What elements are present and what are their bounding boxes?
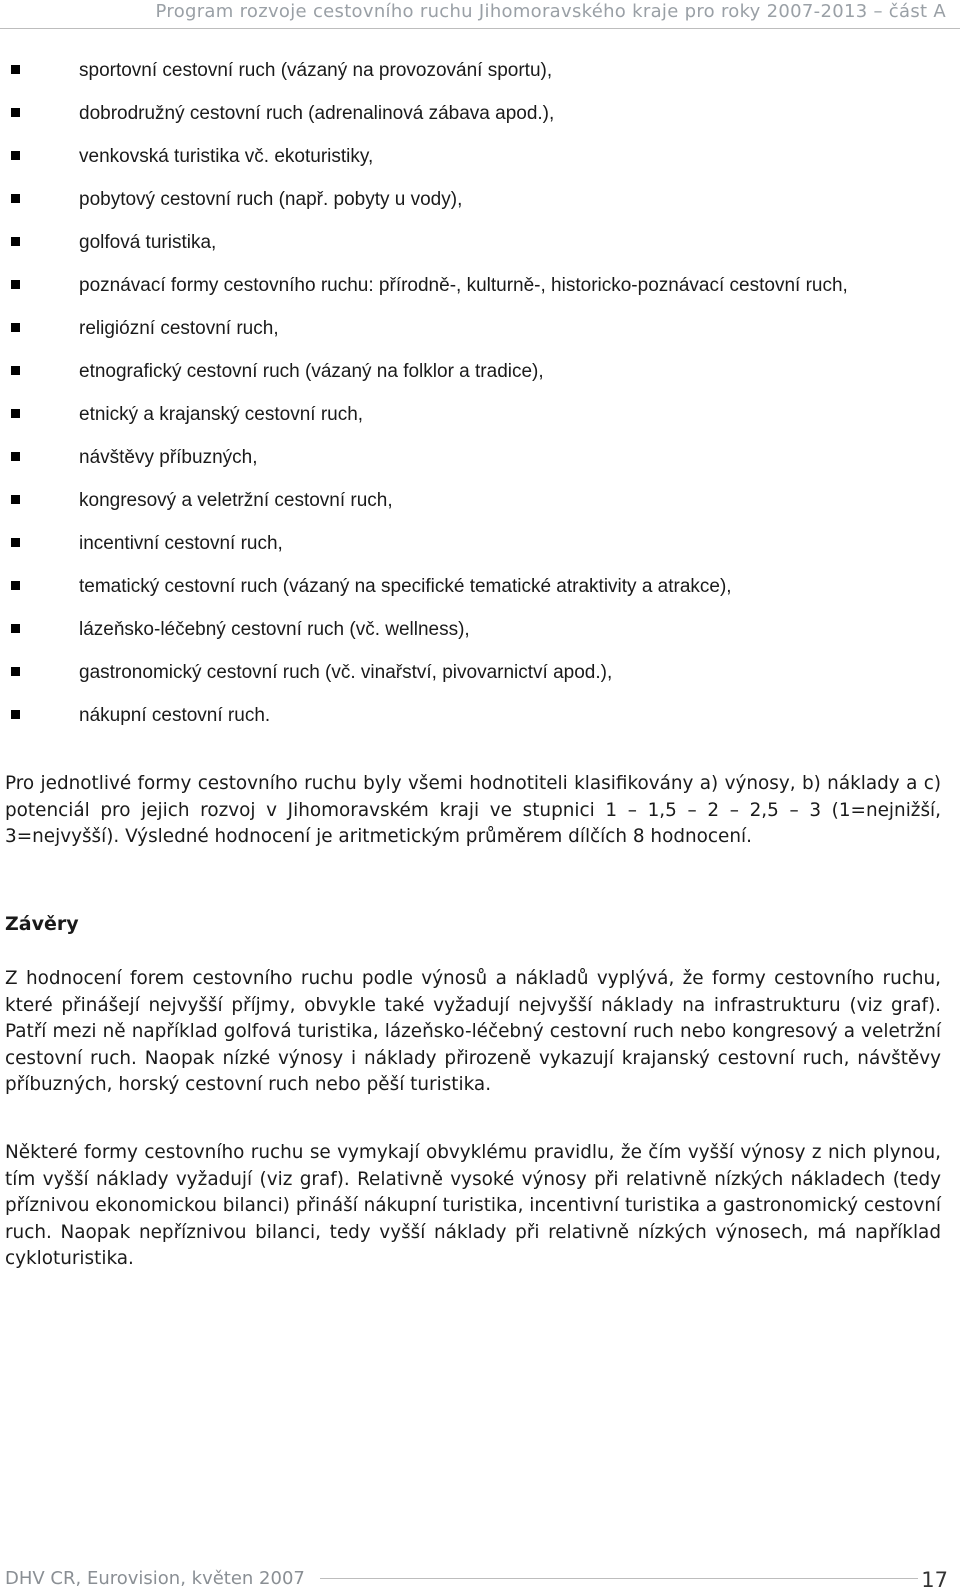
list-item	[0, 358, 940, 385]
list-item	[0, 401, 940, 428]
list-item-text: religiózní cestovní ruch,	[79, 318, 279, 339]
list-item	[0, 659, 940, 686]
list-item-text: sportovní cestovní ruch (vázaný na provozování sportu),	[79, 60, 553, 81]
square-bullet-icon	[11, 194, 20, 203]
square-bullet-icon	[11, 108, 20, 117]
square-bullet-icon	[11, 151, 20, 160]
list-item	[0, 616, 940, 643]
list-item-text: návštěvy příbuzných,	[79, 447, 258, 468]
square-bullet-icon	[11, 581, 20, 590]
list-item	[0, 702, 940, 729]
list-item	[0, 315, 940, 342]
list-item-text: lázeňsko-léčebný cestovní ruch (vč. wellness),	[79, 619, 470, 640]
square-bullet-icon	[11, 65, 20, 74]
list-item-text: incentivní cestovní ruch,	[79, 533, 283, 554]
square-bullet-icon	[11, 237, 20, 246]
list-item	[0, 444, 940, 471]
list-item-text: kongresový a veletržní cestovní ruch,	[79, 490, 393, 511]
list-item	[0, 272, 940, 299]
tourism-forms-list	[0, 57, 940, 745]
square-bullet-icon	[11, 452, 20, 461]
list-item	[0, 186, 940, 213]
square-bullet-icon	[11, 624, 20, 633]
square-bullet-icon	[11, 495, 20, 504]
conclusions-paragraph-1: Z hodnocení forem cestovního ruchu podle výnosů a nákladů vyplývá, že formy cestovního ruchu, které přinášejí nejvyšší příjmy, obvykle také vyžadují nejvyšší náklady na infrastrukturu (viz graf). Patří mezi ně například golfová turistika, lázeňsko-léčebný cestovní ruch nebo kongresový a veletržní cestovní ruch. Naopak nízké výnosy i náklady přirozeně vykazují krajanský cestovní ruch, návštěvy příbuzných, horský cestovní ruch nebo pěší turistika.	[5, 968, 941, 1095]
intro-paragraph: Pro jednotlivé formy cestovního ruchu byly všemi hodnotiteli klasifikovány a) výnosy, b) náklady a c) potenciál pro jejich rozvoj v Jihomoravském kraji ve stupnici 1 – 1,5 – 2 – 2,5 – 3 (1=nejnižší, 3=nejvyšší). Výsledné hodnocení je aritmetickým průměrem dílčích 8 hodnocení.	[5, 773, 941, 847]
page-header	[0, 0, 960, 30]
list-item-text: dobrodružný cestovní ruch (adrenalinová zábava apod.),	[79, 103, 555, 124]
list-item-text: gastronomický cestovní ruch (vč. vinařství, pivovarnictví apod.),	[79, 662, 613, 683]
page-number: 17	[921, 1568, 948, 1592]
square-bullet-icon	[11, 538, 20, 547]
square-bullet-icon	[11, 366, 20, 375]
document-title: Program rozvoje cestovního ruchu Jihomoravského kraje pro roky 2007-2013 – část A	[155, 1, 946, 22]
header-divider	[0, 28, 960, 29]
list-item	[0, 573, 940, 600]
list-item-text: poznávací formy cestovního ruchu: přírodně-, kulturně-, historicko-poznávací cestovní ruch,	[79, 275, 848, 296]
square-bullet-icon	[11, 409, 20, 418]
square-bullet-icon	[11, 280, 20, 289]
list-item-text: etnografický cestovní ruch (vázaný na folklor a tradice),	[79, 361, 544, 382]
square-bullet-icon	[11, 323, 20, 332]
list-item-text: tematický cestovní ruch (vázaný na specifické tematické atraktivity a atrakce),	[79, 576, 732, 597]
list-item	[0, 100, 940, 127]
square-bullet-icon	[11, 710, 20, 719]
conclusions-paragraph-2: Některé formy cestovního ruchu se vymykají obvyklému pravidlu, že čím vyšší výnosy z nich plynou, tím vyšší náklady vyžadují (viz graf). Relativně vysoké výnosy při relativně nízkých nákladech (tedy příznivou ekonomickou bilanci) přináší nákupní turistika, incentivní turistika a gastronomický cestovní ruch. Naopak nepříznivou bilanci, tedy vyšší náklady při relativně nízkých výnosech, má například cykloturistika.	[5, 1142, 941, 1269]
list-item-text: nákupní cestovní ruch.	[79, 705, 271, 726]
square-bullet-icon	[11, 667, 20, 676]
list-item-text: etnický a krajanský cestovní ruch,	[79, 404, 364, 425]
list-item	[0, 229, 940, 256]
list-item	[0, 530, 940, 557]
section-heading: Závěry	[5, 913, 79, 935]
list-item	[0, 487, 940, 514]
footer-credit: DHV CR, Eurovision, květen 2007	[5, 1568, 305, 1589]
footer-divider	[320, 1578, 918, 1579]
list-item-text: venkovská turistika vč. ekoturistiky,	[79, 146, 374, 167]
list-item	[0, 143, 940, 170]
list-item	[0, 57, 940, 84]
list-item-text: pobytový cestovní ruch (např. pobyty u vody),	[79, 189, 463, 210]
list-item-text: golfová turistika,	[79, 232, 217, 253]
